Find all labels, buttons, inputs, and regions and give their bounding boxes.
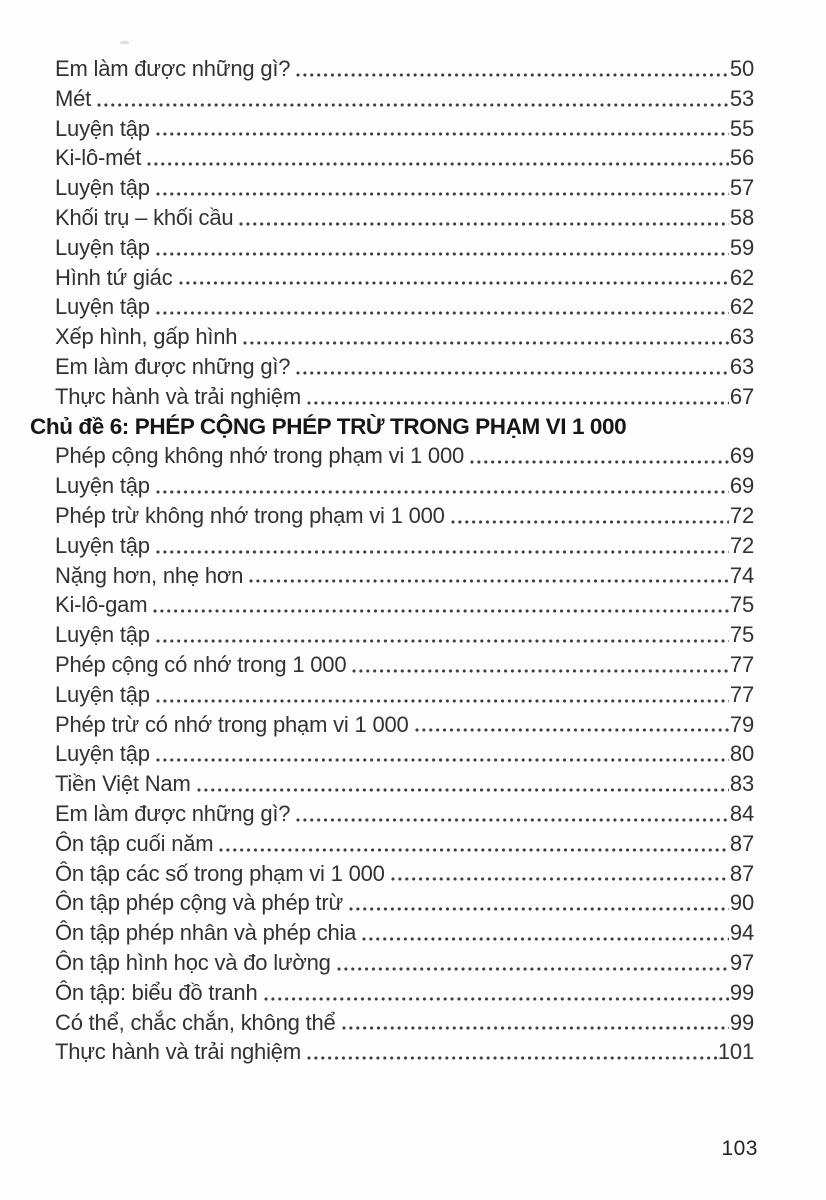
toc-entry-page-number: 83 bbox=[729, 771, 754, 797]
toc-entry-label: Luyện tập bbox=[55, 175, 150, 201]
dot-leader bbox=[415, 728, 729, 732]
toc-entry-page-number: 62 bbox=[729, 294, 754, 320]
dot-leader bbox=[337, 967, 729, 971]
dot-leader bbox=[352, 669, 729, 673]
dot-leader bbox=[219, 848, 728, 852]
toc-row bbox=[30, 203, 754, 233]
dot-leader bbox=[179, 281, 729, 285]
toc-entry-page-number: 62 bbox=[729, 264, 754, 290]
toc-row bbox=[30, 680, 754, 710]
toc-entry-page-number: 99 bbox=[729, 1009, 754, 1035]
toc-entry-label: Phép cộng không nhớ trong phạm vi 1 000 bbox=[55, 443, 465, 469]
toc-entry-label: Thực hành và trải nghiệm bbox=[55, 383, 301, 409]
toc-entry-label: Phép trừ có nhớ trong phạm vi 1 000 bbox=[55, 711, 409, 737]
toc-entry-label: Em làm được những gì? bbox=[55, 800, 291, 826]
toc-entry-page-number: 56 bbox=[729, 145, 754, 171]
toc-entry-page-number: 79 bbox=[729, 711, 754, 737]
toc-row bbox=[30, 531, 754, 561]
toc-row bbox=[30, 918, 754, 948]
toc-entry-label: Phép trừ không nhớ trong phạm vi 1 000 bbox=[55, 502, 445, 528]
toc-row bbox=[30, 978, 754, 1008]
dot-leader bbox=[362, 937, 729, 941]
toc-entry-page-number: 67 bbox=[729, 383, 754, 409]
toc-row bbox=[30, 322, 754, 352]
toc-entry-label: Ôn tập cuối năm bbox=[55, 830, 214, 856]
toc-entry-page-number: 63 bbox=[729, 324, 754, 350]
toc-entry-page-number: 72 bbox=[729, 532, 754, 558]
toc-row bbox=[30, 173, 754, 203]
toc-entry-label: Hình tứ giác bbox=[55, 264, 173, 290]
dot-leader bbox=[156, 252, 729, 256]
dot-leader bbox=[156, 311, 729, 315]
dot-leader bbox=[97, 103, 729, 107]
dot-leader bbox=[243, 341, 729, 345]
toc-row bbox=[30, 84, 754, 114]
dot-leader bbox=[156, 192, 729, 196]
toc-entry-label: Có thể, chắc chắn, không thể bbox=[55, 1009, 336, 1035]
toc-entry-page-number: 87 bbox=[729, 830, 754, 856]
toc-entry-label: Tiền Việt Nam bbox=[55, 771, 191, 797]
toc-entry-page-number: 63 bbox=[729, 353, 754, 379]
toc-entry-label: Ki-lô-gam bbox=[55, 592, 148, 618]
toc-entry-page-number: 77 bbox=[729, 651, 754, 677]
toc-row bbox=[30, 739, 754, 769]
toc-entry-page-number: 99 bbox=[729, 979, 754, 1005]
toc-entry-page-number: 72 bbox=[729, 502, 754, 528]
dot-leader bbox=[156, 699, 729, 703]
dot-leader bbox=[147, 162, 729, 166]
dot-leader bbox=[296, 818, 729, 822]
toc-chapter-header bbox=[30, 412, 754, 442]
toc-row bbox=[30, 650, 754, 680]
toc-entry-page-number: 74 bbox=[729, 562, 754, 588]
toc-row bbox=[30, 829, 754, 859]
toc-row bbox=[30, 561, 754, 591]
table-of-contents bbox=[30, 54, 754, 1067]
toc-entry-page-number: 69 bbox=[729, 473, 754, 499]
toc-entry-label: Luyện tập bbox=[55, 622, 150, 648]
toc-row bbox=[30, 769, 754, 799]
toc-row bbox=[30, 859, 754, 889]
toc-entry-label: Luyện tập bbox=[55, 532, 150, 558]
dot-leader bbox=[296, 371, 729, 375]
dot-leader bbox=[156, 132, 729, 136]
toc-entry-label: Ki-lô-mét bbox=[55, 145, 142, 171]
toc-entry-label: Luyện tập bbox=[55, 115, 150, 141]
toc-entry-page-number: 53 bbox=[729, 85, 754, 111]
dot-leader bbox=[264, 997, 729, 1001]
toc-entry-page-number: 75 bbox=[729, 592, 754, 618]
toc-entry-label: Ôn tập phép nhân và phép chia bbox=[55, 920, 357, 946]
dot-leader bbox=[156, 550, 729, 554]
toc-row bbox=[30, 233, 754, 263]
dot-leader bbox=[153, 609, 729, 613]
toc-entry-label: Ôn tập các số trong phạm vi 1 000 bbox=[55, 860, 385, 886]
toc-entry-label: Phép cộng có nhớ trong 1 000 bbox=[55, 651, 347, 677]
toc-row bbox=[30, 620, 754, 650]
toc-entry-label: Em làm được những gì? bbox=[55, 353, 291, 379]
toc-entry-label: Mét bbox=[55, 85, 92, 111]
dot-leader bbox=[156, 758, 729, 762]
toc-row bbox=[30, 1008, 754, 1038]
toc-entry-page-number: 90 bbox=[729, 890, 754, 916]
toc-entry-page-number: 59 bbox=[729, 234, 754, 260]
toc-entry-page-number: 87 bbox=[729, 860, 754, 886]
dot-leader bbox=[296, 73, 729, 77]
toc-row bbox=[30, 1037, 754, 1067]
toc-row bbox=[30, 382, 754, 412]
dot-leader bbox=[307, 401, 729, 405]
dot-leader bbox=[307, 1056, 717, 1060]
toc-entry-label: Luyện tập bbox=[55, 473, 150, 499]
toc-entry-label: Thực hành và trải nghiệm bbox=[55, 1039, 301, 1065]
toc-row bbox=[30, 799, 754, 829]
dot-leader bbox=[156, 490, 729, 494]
toc-row bbox=[30, 292, 754, 322]
dot-leader bbox=[391, 877, 729, 881]
page-number: 103 bbox=[721, 1137, 758, 1160]
toc-row bbox=[30, 352, 754, 382]
toc-entry-page-number: 84 bbox=[729, 800, 754, 826]
toc-entry-page-number: 58 bbox=[729, 204, 754, 230]
toc-entry-label: Luyện tập bbox=[55, 741, 150, 767]
toc-entry-label: Khối trụ – khối cầu bbox=[55, 204, 234, 230]
toc-entry-page-number: 50 bbox=[729, 56, 754, 81]
toc-row bbox=[30, 114, 754, 144]
toc-row bbox=[30, 471, 754, 501]
toc-entry-page-number: 97 bbox=[729, 949, 754, 975]
toc-entry-label: Luyện tập bbox=[55, 294, 150, 320]
dot-leader bbox=[349, 907, 729, 911]
toc-row bbox=[30, 263, 754, 293]
dot-leader bbox=[197, 788, 729, 792]
dot-leader bbox=[156, 639, 729, 643]
toc-entry-page-number: 57 bbox=[729, 175, 754, 201]
toc-chapter-header-label: Chủ đề 6: PHÉP CỘNG PHÉP TRỪ TRONG PHẠM VI 1 000 bbox=[30, 413, 627, 439]
toc-row bbox=[30, 888, 754, 918]
dot-leader bbox=[239, 222, 729, 226]
toc-entry-label: Ôn tập hình học và đo lường bbox=[55, 949, 331, 975]
toc-entry-label: Em làm được những gì? bbox=[55, 56, 291, 81]
toc-row bbox=[30, 143, 754, 173]
dot-leader bbox=[470, 460, 729, 464]
toc-entry-label: Nặng hơn, nhẹ hơn bbox=[55, 562, 244, 588]
toc-entry-label: Ôn tập phép cộng và phép trừ bbox=[55, 890, 343, 916]
toc-row bbox=[30, 710, 754, 740]
toc-row bbox=[30, 948, 754, 978]
toc-entry-label: Luyện tập bbox=[55, 681, 150, 707]
toc-entry-label: Ôn tập: biểu đồ tranh bbox=[55, 979, 258, 1005]
toc-row bbox=[30, 54, 754, 84]
toc-entry-page-number: 55 bbox=[729, 115, 754, 141]
dot-leader bbox=[342, 1026, 729, 1030]
toc-entry-page-number: 75 bbox=[729, 622, 754, 648]
toc-entry-label: Luyện tập bbox=[55, 234, 150, 260]
dot-leader bbox=[249, 579, 729, 583]
toc-entry-page-number: 94 bbox=[729, 920, 754, 946]
dot-leader bbox=[451, 520, 729, 524]
toc-entry-page-number: 77 bbox=[729, 681, 754, 707]
toc-entry-page-number: 80 bbox=[729, 741, 754, 767]
scan-speckle bbox=[120, 41, 129, 44]
toc-entry-label: Xếp hình, gấp hình bbox=[55, 324, 238, 350]
toc-entry-page-number: 101 bbox=[717, 1039, 754, 1065]
toc-row bbox=[30, 590, 754, 620]
toc-row bbox=[30, 501, 754, 531]
toc-row bbox=[30, 441, 754, 471]
toc-entry-page-number: 69 bbox=[729, 443, 754, 469]
